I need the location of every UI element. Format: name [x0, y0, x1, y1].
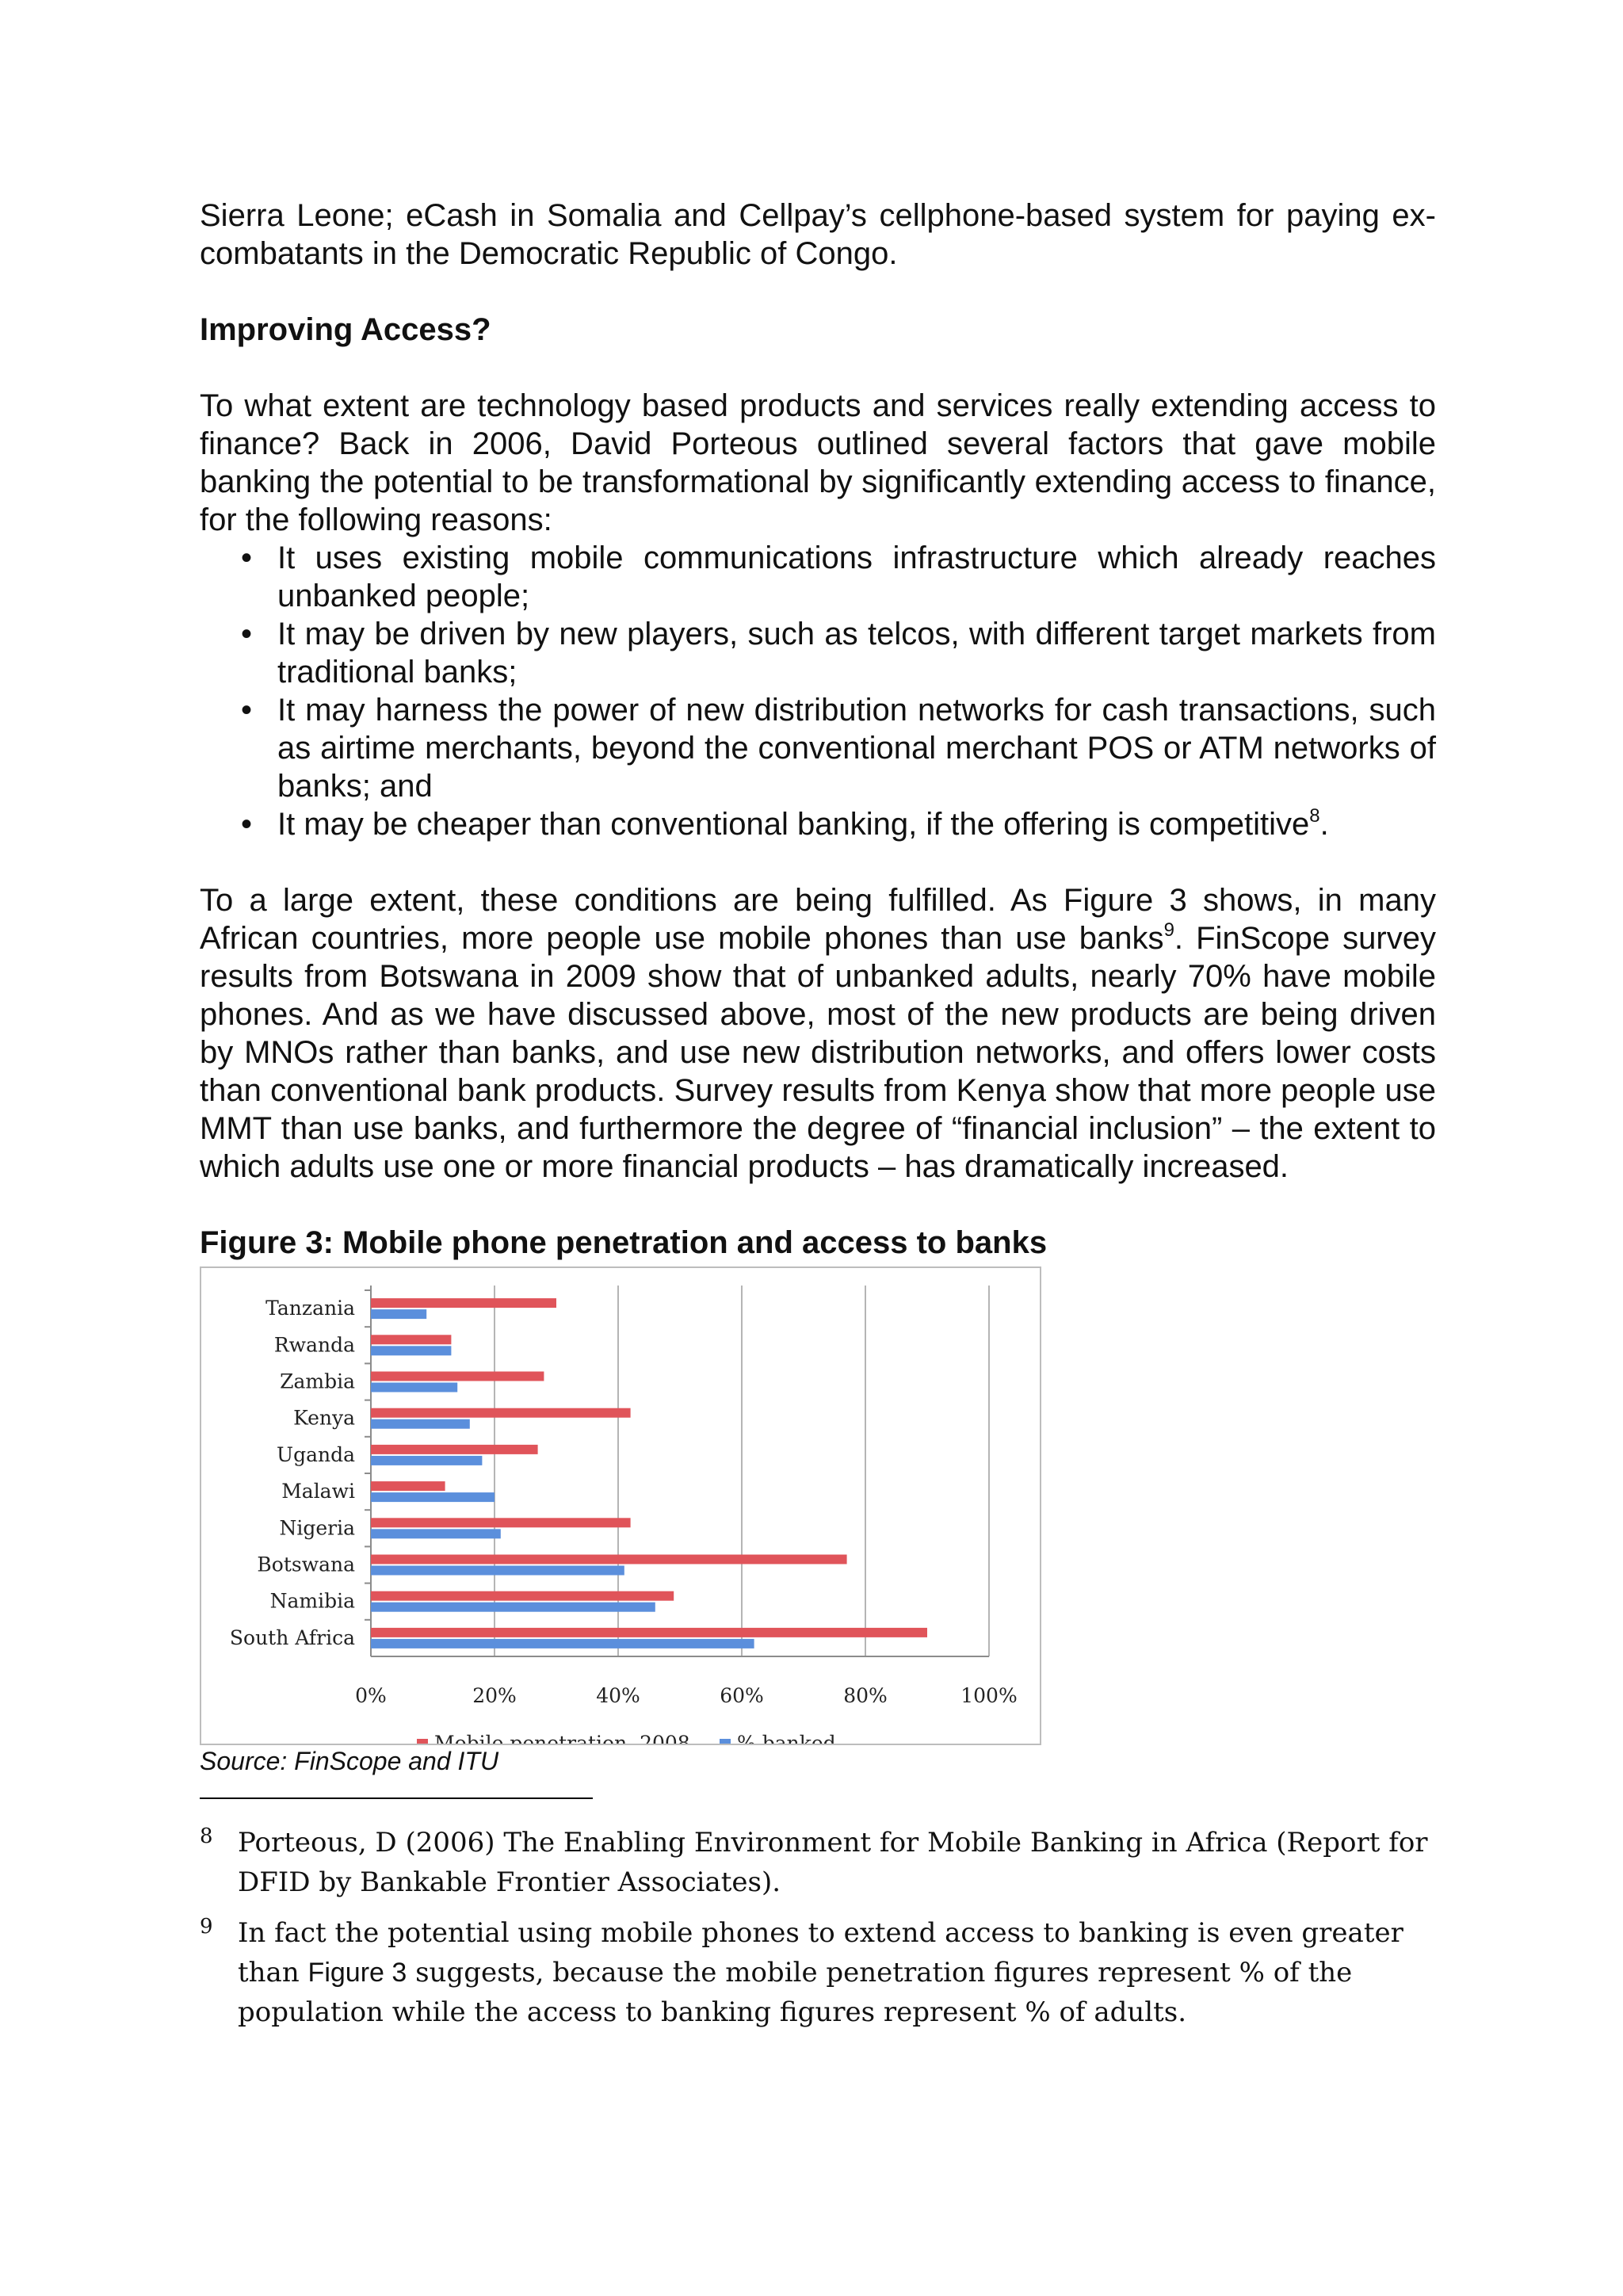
bar-mobile-penetration: [371, 1591, 674, 1601]
bar-banked: [371, 1383, 457, 1392]
bar-mobile-penetration: [371, 1335, 451, 1344]
bar-banked: [371, 1309, 426, 1319]
intro-paragraph: Sierra Leone; eCash in Somalia and Cellpay’s cellphone-based system for paying ex-combatants in the Democratic Republic of Congo.: [200, 198, 1436, 271]
figure-title: Figure 3: Mobile phone penetration and access to banks: [200, 1225, 1048, 1260]
bar-mobile-penetration: [371, 1372, 544, 1381]
category-label: Rwanda: [273, 1333, 355, 1357]
bar-mobile-penetration: [371, 1298, 556, 1308]
category-label: South Africa: [229, 1626, 355, 1649]
bar-mobile-penetration: [371, 1408, 631, 1418]
document-page: [200, 197, 1436, 2032]
legend-swatch: [720, 1739, 731, 1744]
footnote-number: 8: [200, 1824, 213, 1848]
list-item: • It may be driven by new players, such as telcos, with different target markets from traditional banks;: [277, 615, 1436, 691]
list-item: • It uses existing mobile communications infrastructure which already reaches unbanked people;: [277, 539, 1436, 615]
bar-banked: [371, 1419, 470, 1429]
bar-mobile-penetration: [371, 1518, 631, 1527]
x-tick-label: 100%: [960, 1684, 1018, 1707]
category-label: Zambia: [280, 1370, 355, 1393]
category-label: Tanzania: [265, 1297, 355, 1320]
legend-label: Mobile penetration, 2008: [434, 1732, 690, 1744]
bar-mobile-penetration: [371, 1555, 847, 1564]
footnote-9: [200, 1913, 1436, 2032]
paragraph-access: To what extent are technology based products and services really extending access to finance? Back in 2006, David Porteous outlined several factors that gave mobile banking the potential to be transformational by significantly extending access to finance, for the following reasons:: [200, 388, 1436, 537]
x-tick-label: 80%: [843, 1684, 888, 1707]
bar-banked: [371, 1529, 501, 1538]
footnote-ref-9[interactable]: 9: [1163, 919, 1174, 941]
footnote-text-end: suggests, because the mobile penetration figures represent % of the population while the access to banking figures represent % of adults.: [238, 1957, 1353, 2028]
section-heading: Improving Access?: [200, 312, 491, 347]
bar-mobile-penetration: [371, 1481, 445, 1491]
legend-swatch: [417, 1739, 428, 1744]
bar-banked: [371, 1566, 624, 1576]
category-label: Botswana: [257, 1553, 355, 1576]
x-tick-label: 20%: [472, 1684, 517, 1707]
footnote-ref-8[interactable]: 8: [1309, 805, 1320, 827]
legend-label: % banked: [737, 1732, 836, 1744]
paragraph-conditions: To a large extent, these conditions are being fulfilled. As Figure 3 shows, in many African countries, more people use mobile phones than use banks$^9$. FinScope survey results from Botswana in 2009 show that of unbanked adults, nearly 70% have mobile phones. And as we have discussed above, most of the new products are being driven by MNOs rather than banks, and use new distribution networks, and offers lower costs than conventional bank products. Survey results from Kenya show that more people use MMT than use banks, and furthermore the degree of “financial inclusion” – the extent to which adults use one or more financial products – has dramatically increased.: [200, 883, 1436, 1184]
bar-banked: [371, 1456, 482, 1465]
bar-banked: [371, 1639, 754, 1648]
bar-chart: [201, 1268, 1040, 1744]
figure-3-chart: [200, 1266, 1041, 1745]
bar-mobile-penetration: [371, 1445, 538, 1454]
figure-source: Source: FinScope and ITU: [200, 1747, 499, 1775]
footnote-number: 9: [200, 1915, 213, 1939]
x-tick-label: 40%: [596, 1684, 640, 1707]
footnote-8: [200, 1823, 1436, 1902]
category-label: Kenya: [293, 1406, 355, 1430]
category-label: Malawi: [281, 1480, 355, 1503]
bar-banked: [371, 1492, 495, 1502]
category-label: Uganda: [277, 1442, 355, 1466]
category-label: Namibia: [269, 1589, 355, 1613]
figure-3-ref-link[interactable]: Figure 3: [307, 1958, 407, 1988]
list-item: • It may be cheaper than conventional banking, if the offering is competitive$^8$.: [277, 805, 1436, 843]
reasons-list: [200, 539, 1436, 843]
bar-banked: [371, 1603, 655, 1612]
footnote-text: Porteous, D (2006) The Enabling Environment for Mobile Banking in Africa (Report for DFID by Bankable Frontier Associates).: [238, 1827, 1428, 1898]
bar-mobile-penetration: [371, 1628, 927, 1637]
category-label: Nigeria: [279, 1516, 355, 1540]
footnote-separator: [200, 1797, 593, 1799]
list-item: • It may harness the power of new distribution networks for cash transactions, such as airtime merchants, beyond the conventional merchant POS or ATM networks of banks; and: [277, 691, 1436, 805]
footnote-text-start: In fact the potential using mobile phones to extend access to banking is even greater than: [238, 1917, 1403, 1988]
x-tick-label: 60%: [720, 1684, 764, 1707]
bar-banked: [371, 1346, 451, 1355]
x-tick-label: 0%: [355, 1684, 387, 1707]
